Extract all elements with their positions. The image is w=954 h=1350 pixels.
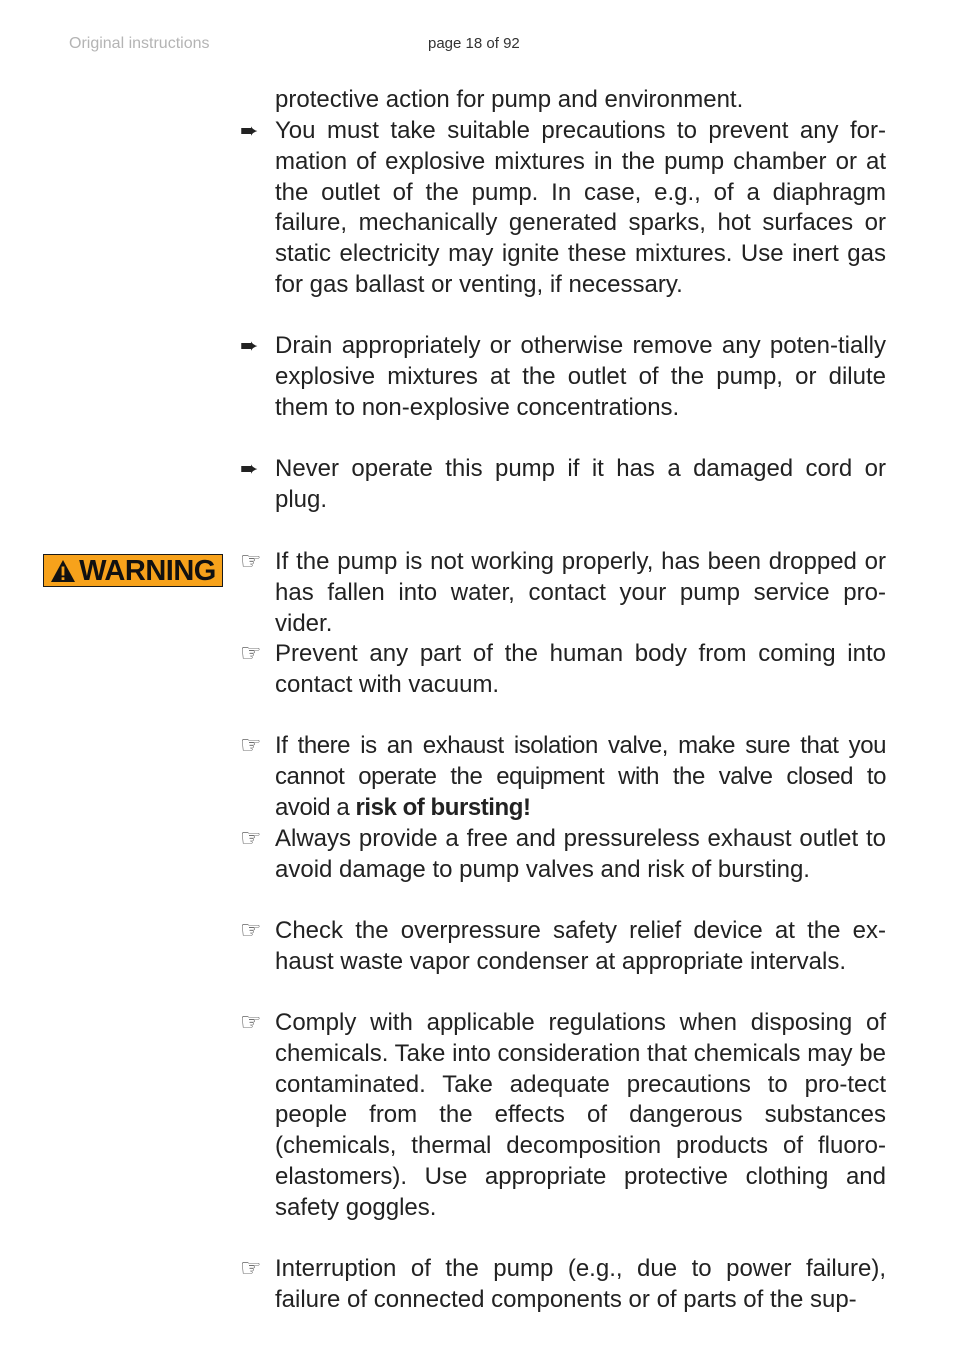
paragraph: Never operate this pump if it has a damaged cord or plug. bbox=[275, 455, 886, 513]
paragraph: protective action for pump and environment. bbox=[275, 86, 744, 113]
pointing-hand-icon: ☞ bbox=[240, 640, 262, 667]
warning-triangle-icon bbox=[50, 559, 76, 583]
pointing-hand-icon: ☞ bbox=[240, 917, 262, 944]
paragraph: If the pump is not working properly, has been dropped or has fallen into water, contact your pump service pro-vider. bbox=[275, 548, 886, 637]
pointing-hand-icon: ☞ bbox=[240, 825, 262, 852]
paragraph: Prevent any part of the human body from coming into contact with vacuum. bbox=[275, 640, 886, 698]
paragraph: You must take suitable precautions to prevent any for-mation of explosive mixtures in the pump chamber or at the outlet of the pump. In case, e.g., of a diaphragm failure, mechanically generated sparks, hot surfaces or static electricity may ignite these mixtures. Use inert gas for gas ballast or venting, if necessary. bbox=[275, 117, 886, 298]
pointing-hand-icon: ☞ bbox=[240, 548, 262, 575]
document-label: Original instructions bbox=[69, 35, 210, 52]
pointing-hand-icon: ☞ bbox=[240, 1009, 262, 1036]
paragraph: Check the overpressure safety relief device at the ex-haust waste vapor condenser at appropriate intervals. bbox=[275, 917, 886, 975]
pointing-hand-icon: ☞ bbox=[240, 1255, 262, 1282]
paragraph-text: If there is an exhaust isolation valve, make sure that you cannot operate the equipment with the valve closed to avoid a bbox=[275, 732, 886, 821]
pointing-hand-icon: ☞ bbox=[240, 732, 262, 759]
paragraph: Always provide a free and pressureless exhaust outlet to avoid damage to pump valves and risk of bursting. bbox=[275, 825, 886, 883]
paragraph-bold: risk of bursting! bbox=[355, 793, 531, 821]
arrow-right-icon: ➨ bbox=[240, 333, 259, 358]
paragraph: Comply with applicable regulations when disposing of chemicals. Take into consideration that chemicals may be contaminated. Take adequate precautions to pro-tect people from the effects of dangerous substances (chemicals, thermal decomposition products of fluoro-elastomers). Use appropriate protective clothing and safety goggles. bbox=[275, 1009, 886, 1221]
page-number: page 18 of 92 bbox=[428, 35, 520, 52]
arrow-right-icon: ➨ bbox=[240, 456, 259, 481]
arrow-right-icon: ➨ bbox=[240, 118, 259, 143]
paragraph bbox=[275, 731, 886, 823]
warning-badge bbox=[43, 554, 223, 587]
paragraph: Interruption of the pump (e.g., due to power failure), failure of connected components or of parts of the sup- bbox=[275, 1255, 886, 1313]
paragraph: Drain appropriately or otherwise remove any poten-tially explosive mixtures at the outlet of the pump, or dilute them to non-explosive concentrations. bbox=[275, 332, 886, 421]
warning-label: WARNING bbox=[79, 554, 216, 587]
